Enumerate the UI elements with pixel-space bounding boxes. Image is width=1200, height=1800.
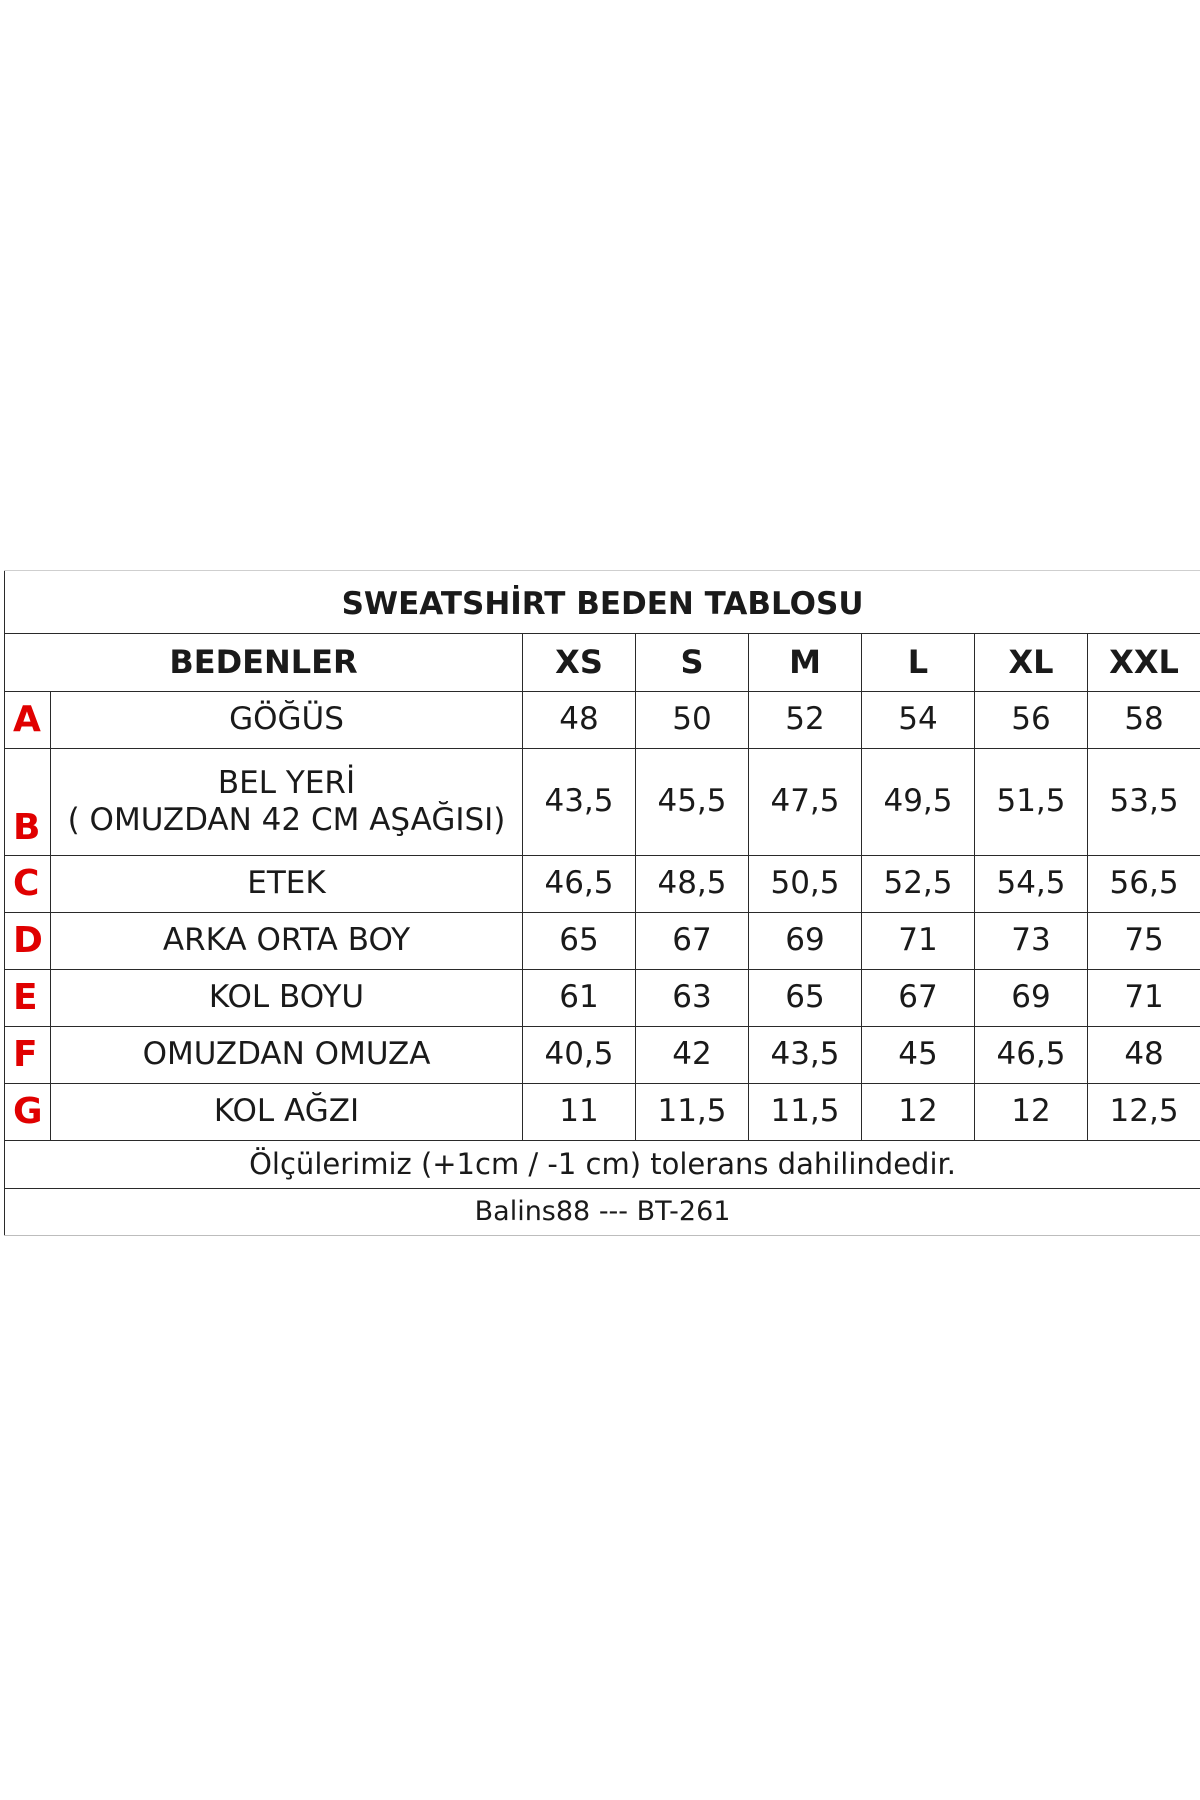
measure-value: 12 <box>975 1084 1088 1141</box>
measure-name: BEL YERİ <box>217 764 356 801</box>
measure-value: 43,5 <box>749 1027 862 1084</box>
title-row <box>5 571 1200 634</box>
measure-value: 12,5 <box>1088 1084 1200 1141</box>
measure-value: 48,5 <box>636 856 749 913</box>
measure-value: 46,5 <box>975 1027 1088 1084</box>
measure-name: ARKA ORTA BOY <box>51 913 523 970</box>
measure-value: 69 <box>749 913 862 970</box>
tolerance-note: Ölçülerimiz (+1cm / -1 cm) tolerans dahilindedir. <box>5 1141 1200 1189</box>
row-letter: G <box>5 1084 51 1141</box>
header-label: BEDENLER <box>5 634 523 692</box>
measure-name: KOL AĞZI <box>51 1084 523 1141</box>
measure-value: 12 <box>862 1084 975 1141</box>
header-row <box>5 634 1200 692</box>
row-letter: E <box>5 970 51 1027</box>
measure-value: 52,5 <box>862 856 975 913</box>
note-row <box>5 1141 1200 1189</box>
measure-value: 56,5 <box>1088 856 1200 913</box>
size-chart-table <box>4 570 1200 1236</box>
measure-value: 61 <box>523 970 636 1027</box>
measure-value: 50,5 <box>749 856 862 913</box>
measure-value: 11,5 <box>749 1084 862 1141</box>
measure-value: 48 <box>1088 1027 1200 1084</box>
size-header: XXL <box>1088 634 1200 692</box>
code-row <box>5 1189 1200 1236</box>
measure-value: 65 <box>749 970 862 1027</box>
measure-value: 11,5 <box>636 1084 749 1141</box>
row-letter: A <box>5 692 51 749</box>
measure-name-detail: ( OMUZDAN 42 CM AŞAĞISI) <box>67 802 506 838</box>
product-code: Balins88 --- BT-261 <box>5 1189 1200 1236</box>
chart-title: SWEATSHİRT BEDEN TABLOSU <box>5 571 1200 634</box>
row-letter: C <box>5 856 51 913</box>
measure-value: 54,5 <box>975 856 1088 913</box>
measure-value: 58 <box>1088 692 1200 749</box>
measure-value: 48 <box>523 692 636 749</box>
table-row <box>5 856 1200 913</box>
measure-value: 67 <box>636 913 749 970</box>
measure-value: 50 <box>636 692 749 749</box>
row-letter: F <box>5 1027 51 1084</box>
measure-value: 54 <box>862 692 975 749</box>
measure-value: 71 <box>862 913 975 970</box>
table-row <box>5 1027 1200 1084</box>
measure-value: 46,5 <box>523 856 636 913</box>
measure-value: 63 <box>636 970 749 1027</box>
measure-name: ETEK <box>51 856 523 913</box>
table-row <box>5 1084 1200 1141</box>
measure-value: 56 <box>975 692 1088 749</box>
size-header: XS <box>523 634 636 692</box>
measure-value: 11 <box>523 1084 636 1141</box>
measure-value: 49,5 <box>862 749 975 856</box>
measure-value: 69 <box>975 970 1088 1027</box>
table-row <box>5 913 1200 970</box>
measure-name-cell <box>51 749 523 856</box>
size-header: L <box>862 634 975 692</box>
measure-value: 52 <box>749 692 862 749</box>
measure-name: GÖĞÜS <box>51 692 523 749</box>
measure-value: 75 <box>1088 913 1200 970</box>
table-row <box>5 692 1200 749</box>
measure-value: 67 <box>862 970 975 1027</box>
size-header: M <box>749 634 862 692</box>
measure-value: 40,5 <box>523 1027 636 1084</box>
measure-value: 45,5 <box>636 749 749 856</box>
measure-value: 51,5 <box>975 749 1088 856</box>
table-row <box>5 749 1200 856</box>
row-letter: D <box>5 913 51 970</box>
measure-name: OMUZDAN OMUZA <box>51 1027 523 1084</box>
measure-name: KOL BOYU <box>51 970 523 1027</box>
measure-value: 65 <box>523 913 636 970</box>
size-header: XL <box>975 634 1088 692</box>
measure-value: 45 <box>862 1027 975 1084</box>
row-letter: B <box>5 749 51 856</box>
size-header: S <box>636 634 749 692</box>
measure-value: 73 <box>975 913 1088 970</box>
measure-value: 47,5 <box>749 749 862 856</box>
table-row <box>5 970 1200 1027</box>
measure-value: 71 <box>1088 970 1200 1027</box>
measure-value: 43,5 <box>523 749 636 856</box>
measure-value: 53,5 <box>1088 749 1200 856</box>
measure-value: 42 <box>636 1027 749 1084</box>
